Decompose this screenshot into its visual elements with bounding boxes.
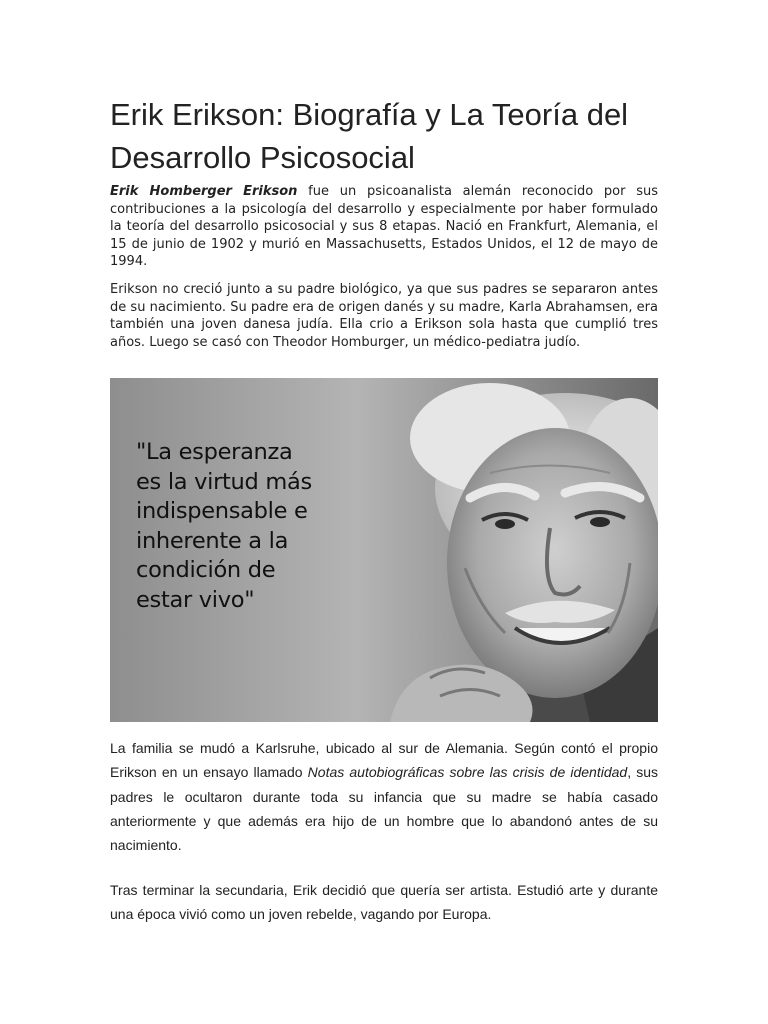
portrait-photo [110, 378, 658, 722]
paragraph-family-text-2: , sus padres le ocultaron durante toda su infancia que su madre se había casado anteriormente y que además era hijo de un hombre que lo abandonó antes de su nacimiento. [110, 764, 658, 854]
paragraph-youth: Tras terminar la secundaria, Erik decidió que quería ser artista. Estudió arte y durante una época vivió como un joven rebelde, vagando por Europa. [110, 882, 658, 923]
person-name: Erik Homberger Erikson [110, 184, 298, 199]
page-title: Erik Erikson: Biografía y La Teoría del Desarrollo Psicosocial [110, 97, 629, 175]
paragraph-childhood: Erikson no creció junto a su padre biológico, ya que sus padres se separaron antes de su nacimiento. Su padre era de origen danés y su madre, Karla Abrahamsen, era también una joven danesa judía. Ella crio a Erikson sola hasta que cumplió tres años. Luego se casó con Theodor Homburger, un médico-pediatra judío. [110, 282, 658, 350]
paragraph-family [110, 736, 658, 857]
photo-quote: "La esperanza es la virtud más indispensable e inherente a la condición de estar vivo" [136, 439, 312, 613]
paragraph-intro-text: fue un psicoanalista alemán reconocido por sus contribuciones a la psicología del desarrollo y especialmente por haber formulado la teoría del desarrollo psicosocial y sus 8 etapas. Nació en Frankfurt, Alemania, el 15 de junio de 1902 y murió en Massachusetts, Estados Unidos, el 12 de mayo de 1994. [110, 184, 658, 269]
paragraph-intro [110, 183, 658, 271]
paragraph-family-text-1: La familia se mudó a Karlsruhe, ubicado al sur de Alemania. Según contó el propio Erikson en un ensayo llamado [110, 740, 658, 781]
book-title: Notas autobiográficas sobre las crisis de identidad [307, 764, 628, 781]
